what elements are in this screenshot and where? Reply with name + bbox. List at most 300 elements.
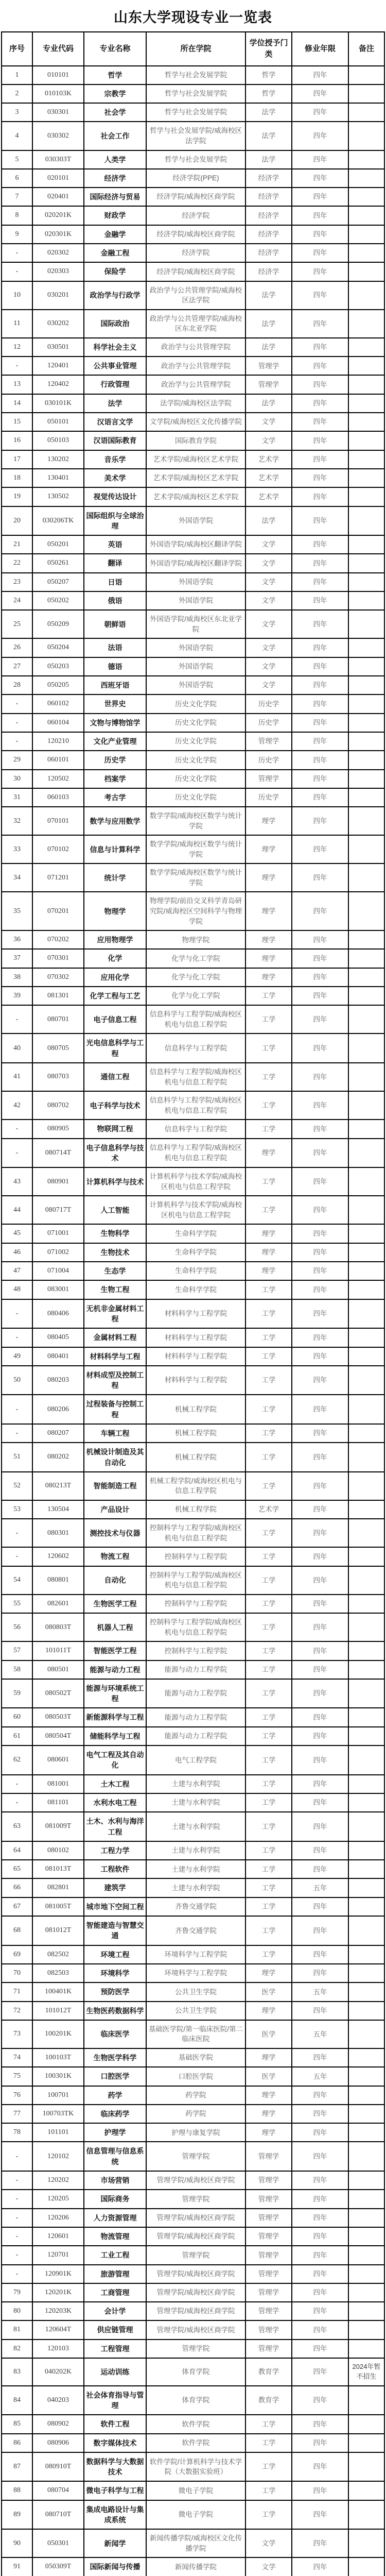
cell-college: 土建与水利学院 [146,1812,245,1841]
cell-major-name: 测控技术与仪器 [84,1519,146,1547]
cell-remark [348,1660,384,1679]
cell-major-name: 信息管理与信息系统 [84,2142,146,2171]
cell-duration: 四年 [292,1641,348,1660]
cell-major-name: 宗教学 [84,84,146,103]
cell-major-code: 030202 [32,310,84,338]
table-row [2,1916,384,1945]
cell-major-code: 082502 [32,1945,84,1964]
cell-college: 计算机科学与技术学院/威海校区机电与信息工程学院 [146,1196,245,1224]
cell-duration: 四年 [292,2557,348,2576]
cell-college: 机械工程学院 [146,1443,245,1472]
cell-duration: 四年 [292,66,348,84]
cell-major-code: 100201K [32,2020,84,2048]
cell-duration: 四年 [292,2415,348,2433]
cell-seq: 68 [2,1916,32,1945]
cell-remark [348,2386,384,2415]
cell-college: 外国语学院 [146,657,245,676]
cell-major-code: 080301 [32,1519,84,1547]
cell-major-code: 082503 [32,1964,84,1982]
cell-major-name: 土木、水利与海洋工程 [84,1812,146,1841]
cell-college: 管理学院 [146,2190,245,2208]
cell-duration: 四年 [292,487,348,506]
cell-major-name: 生物医学科学 [84,2048,146,2067]
cell-seq: - [2,1547,32,1566]
cell-seq: - [2,1793,32,1812]
cell-remark [348,450,384,469]
cell-major-name: 视觉传达设计 [84,487,146,506]
cell-college: 信息科学与工程学院/威海校区机电与信息工程学院 [146,1139,245,1168]
cell-seq: - [2,694,32,713]
cell-seq: 63 [2,1812,32,1841]
cell-major-code: 080502T [32,1679,84,1708]
cell-major-name: 护理学 [84,2123,146,2142]
cell-major-name: 日语 [84,573,146,591]
cell-duration: 四年 [292,610,348,638]
cell-remark [348,1299,384,1329]
cell-remark [348,1500,384,1519]
table-row [2,1196,384,1224]
cell-seq: - [2,2190,32,2208]
cell-duration: 四年 [292,1328,348,1347]
table-row [2,1775,384,1793]
cell-major-name: 软件工程 [84,2415,146,2433]
cell-remark [348,1727,384,1745]
cell-major-code: 050309T [32,2557,84,2576]
cell-major-name: 电子信息工程 [84,1005,146,1033]
cell-major-code: 050203 [32,657,84,676]
cell-major-name: 科学社会主义 [84,338,146,357]
table-row [2,1299,384,1329]
cell-major-code: 030301 [32,103,84,122]
cell-major-code: 080803T [32,1613,84,1641]
cell-remark [348,1679,384,1708]
cell-seq: 70 [2,1964,32,1982]
cell-remark [348,835,384,863]
cell-remark [348,1366,384,1395]
cell-major-name: 汉语国际教育 [84,431,146,450]
table-row [2,1595,384,1613]
table-row [2,2265,384,2283]
cell-major-code: 081005T [32,1897,84,1916]
cell-seq: 44 [2,1196,32,1224]
cell-college: 历史文化学院 [146,714,245,732]
cell-remark [348,714,384,732]
cell-degree-category: 艺术学 [245,450,292,469]
cell-major-name: 美术学 [84,469,146,487]
table-row [2,770,384,788]
cell-major-name: 法语 [84,638,146,657]
cell-college: 历史文化学院 [146,751,245,769]
cell-seq: 83 [2,2358,32,2386]
cell-major-name: 临床药学 [84,2105,146,2123]
cell-major-code: 081012T [32,1916,84,1945]
cell-duration: 四年 [292,1841,348,1860]
cell-degree-category: 医学 [245,2020,292,2048]
cell-remark [348,1775,384,1793]
table-row [2,1964,384,1982]
cell-remark [348,2557,384,2576]
cell-major-code: 080902 [32,2415,84,2433]
cell-degree-category: 理学 [245,968,292,987]
cell-degree-category: 管理学 [245,2265,292,2283]
cell-major-name: 工程软件 [84,1860,146,1878]
cell-remark [348,1328,384,1347]
cell-degree-category: 文学 [245,657,292,676]
cell-major-name: 材料科学与工程 [84,1347,146,1366]
cell-college: 外国语学院 [146,591,245,610]
cell-duration: 四年 [292,1120,348,1138]
cell-major-code: 050202 [32,591,84,610]
cell-degree-category: 工学 [245,1547,292,1566]
cell-major-code: 020302 [32,244,84,262]
cell-degree-category: 工学 [245,1793,292,1812]
cell-major-name: 无机非金属材料工程 [84,1299,146,1329]
cell-remark [348,573,384,591]
cell-degree-category: 理学 [245,2105,292,2123]
cell-major-code: 020201K [32,206,84,225]
table-row [2,1566,384,1595]
cell-college: 化学与化工学院 [146,949,245,968]
cell-major-name: 智能制造工程 [84,1472,146,1500]
cell-major-code: 101101 [32,2123,84,2142]
cell-college: 能源与动力工程学院 [146,1727,245,1745]
cell-major-name: 金融工程 [84,244,146,262]
cell-major-code: 120205 [32,2190,84,2208]
cell-degree-category: 工学 [245,1299,292,1329]
table-row [2,2302,384,2320]
cell-seq: 89 [2,2500,32,2530]
cell-duration: 四年 [292,1679,348,1708]
cell-college: 历史文化学院 [146,770,245,788]
cell-seq: 71 [2,1982,32,2001]
cell-major-name: 电气工程及其自动化 [84,1745,146,1775]
table-row [2,2320,384,2339]
cell-major-code: 120102 [32,2142,84,2171]
table-row [2,188,384,206]
cell-remark [348,1595,384,1613]
cell-major-name: 水利水电工程 [84,1793,146,1812]
cell-remark [348,1224,384,1243]
cell-college: 信息科学与工程学院/威海校区机电与信息工程学院 [146,1063,245,1091]
cell-degree-category: 历史学 [245,714,292,732]
cell-major-code: 080702 [32,1091,84,1120]
cell-major-name: 社会体育指导与管理 [84,2386,146,2415]
table-row [2,413,384,431]
table-row [2,2123,384,2142]
cell-degree-category: 管理学 [245,2142,292,2171]
cell-duration: 四年 [292,244,348,262]
cell-college: 政治学与公共管理学院 [146,375,245,394]
cell-degree-category: 工学 [245,1196,292,1224]
cell-major-code: 130504 [32,1500,84,1519]
cell-remark [348,150,384,169]
cell-major-code: 030206TK [32,506,84,536]
table-row [2,2048,384,2067]
cell-major-name: 电子信息科学与技术 [84,1139,146,1168]
cell-major-code: 120601 [32,2227,84,2246]
majors-table [1,31,385,2576]
cell-major-code: 030302 [32,122,84,150]
cell-major-code: 060101 [32,751,84,769]
table-row [2,1280,384,1299]
cell-seq: - [2,1775,32,1793]
cell-college: 外国语学院/威海校区东北亚学院 [146,610,245,638]
cell-college: 政治学与公共管理学院/威海校区法学院 [146,281,245,310]
cell-college: 艺术学院/威海校区艺术学院 [146,450,245,469]
table-row [2,835,384,863]
cell-duration: 四年 [292,2246,348,2264]
cell-degree-category: 教育学 [245,2358,292,2386]
cell-college: 哲学与社会发展学院 [146,66,245,84]
cell-major-name: 社会工作 [84,122,146,150]
cell-major-code: 010103K [32,84,84,103]
cell-degree-category: 理学 [245,2002,292,2020]
cell-major-name: 旅游管理 [84,2265,146,2283]
cell-duration: 四年 [292,1945,348,1964]
cell-major-name: 机械设计制造及其自动化 [84,1443,146,1472]
cell-major-name: 俄语 [84,591,146,610]
cell-college: 软件学院/计算机科学与技术学院（大数据实验班） [146,2452,245,2482]
cell-major-name: 经济学 [84,169,146,188]
cell-degree-category: 理学 [245,892,292,930]
table-row [2,469,384,487]
cell-major-code: 080905 [32,1120,84,1138]
cell-major-code: 080504T [32,1727,84,1745]
table-row [2,1727,384,1745]
cell-college: 生命科学学院 [146,1243,245,1262]
cell-major-name: 应用化学 [84,968,146,987]
cell-degree-category: 工学 [245,1727,292,1745]
cell-major-name: 机器人工程 [84,1613,146,1641]
cell-major-code: 050204 [32,638,84,657]
cell-remark [348,2190,384,2208]
cell-remark [348,694,384,713]
cell-college: 经济学院/威海校区商学院 [146,188,245,206]
table-row [2,2171,384,2190]
cell-college: 基础医学院 [146,2048,245,2067]
cell-duration: 四年 [292,2340,348,2358]
cell-major-code: 010101 [32,66,84,84]
cell-seq: 43 [2,1167,32,1196]
cell-duration: 四年 [292,1566,348,1595]
cell-major-code: 060102 [32,694,84,713]
cell-major-code: 080704 [32,2481,84,2500]
cell-college: 控制科学与工程学院 [146,1641,245,1660]
cell-major-code: 040202K [32,2358,84,2386]
table-row [2,554,384,572]
cell-seq: 16 [2,431,32,450]
cell-degree-category: 工学 [245,1328,292,1347]
cell-college: 体育学院 [146,2358,245,2386]
cell-degree-category: 理学 [245,949,292,968]
cell-duration: 四年 [292,968,348,987]
cell-college: 生命科学学院 [146,1280,245,1299]
cell-seq: 23 [2,573,32,591]
cell-degree-category: 文学 [245,413,292,431]
table-row [2,357,384,375]
cell-major-name: 生物医学工程 [84,1595,146,1613]
cell-major-code: 080703 [32,1063,84,1091]
cell-major-code: 080910T [32,2452,84,2482]
cell-major-name: 财政学 [84,206,146,225]
cell-major-name: 国际组织与全球治理 [84,506,146,536]
cell-seq: 61 [2,1727,32,1745]
cell-duration: 四年 [292,1395,348,1424]
cell-major-code: 130401 [32,469,84,487]
cell-remark [348,1793,384,1812]
cell-remark [348,1964,384,1982]
cell-major-code: 080206 [32,1395,84,1424]
cell-college: 历史文化学院 [146,732,245,751]
table-row [2,657,384,676]
cell-remark [348,2105,384,2123]
cell-major-code: 070301 [32,949,84,968]
cell-remark [348,375,384,394]
cell-major-code: 120901K [32,2265,84,2283]
cell-degree-category: 工学 [245,1595,292,1613]
table-row [2,431,384,450]
cell-major-code: 050103 [32,431,84,450]
cell-degree-category: 管理学 [245,2209,292,2227]
cell-seq: - [2,1424,32,1443]
cell-duration: 四年 [292,1500,348,1519]
cell-remark [348,1424,384,1443]
cell-college: 经济学院 [146,206,245,225]
cell-major-code: 080705 [32,1033,84,1063]
table-row [2,338,384,357]
table-row [2,1641,384,1660]
cell-major-code: 120402 [32,375,84,394]
cell-duration: 四年 [292,206,348,225]
cell-major-name: 土木工程 [84,1775,146,1793]
cell-major-name: 集成电路设计与集成系统 [84,2500,146,2530]
cell-seq: 78 [2,2123,32,2142]
cell-remark [348,1196,384,1224]
table-row [2,169,384,188]
cell-seq: 79 [2,2283,32,2302]
cell-remark [348,169,384,188]
cell-degree-category: 经济学 [245,206,292,225]
cell-duration: 四年 [292,1897,348,1916]
cell-major-name: 工程力学 [84,1841,146,1860]
cell-college: 艺术学院/威海校区艺术学院 [146,487,245,506]
cell-duration: 四年 [292,413,348,431]
cell-degree-category: 工学 [245,2481,292,2500]
cell-college: 公共卫生学院 [146,2002,245,2020]
cell-college: 国际教育学院 [146,431,245,450]
cell-degree-category: 教育学 [245,2386,292,2415]
cell-remark [348,506,384,536]
cell-major-code: 050301 [32,2529,84,2557]
cell-major-code: 120203K [32,2302,84,2320]
cell-degree-category: 工学 [245,1841,292,1860]
cell-college: 软件学院 [146,2415,245,2433]
cell-degree-category: 工学 [245,1120,292,1138]
cell-remark [348,1120,384,1138]
table-row [2,1812,384,1841]
cell-remark [348,188,384,206]
cell-remark [348,554,384,572]
cell-major-code: 030303T [32,150,84,169]
cell-college: 新闻传播学院/威海校区文化传播学院 [146,2529,245,2557]
cell-college: 管理学院/威海校区商学院 [146,2227,245,2246]
table-row [2,1841,384,1860]
cell-duration: 四年 [292,2481,348,2500]
cell-seq: 24 [2,591,32,610]
cell-remark [348,1878,384,1897]
cell-major-name: 微电子科学与工程 [84,2481,146,2500]
cell-seq: 52 [2,1472,32,1500]
column-header-degree: 学位授予门类 [245,32,292,66]
cell-seq: 1 [2,66,32,84]
cell-seq: 11 [2,310,32,338]
table-row [2,262,384,281]
cell-seq: 38 [2,968,32,987]
cell-degree-category: 工学 [245,1660,292,1679]
cell-college: 管理学院 [146,2142,245,2171]
table-row [2,1897,384,1916]
cell-college: 数学学院/威海校区数学与统计学院 [146,835,245,863]
cell-seq: - [2,2142,32,2171]
table-row [2,1443,384,1472]
cell-major-name: 世界史 [84,694,146,713]
cell-major-name: 新闻学 [84,2529,146,2557]
cell-seq: 5 [2,150,32,169]
cell-major-code: 100701 [32,2086,84,2105]
cell-major-code: 080405 [32,1328,84,1347]
cell-major-name: 物流管理 [84,2227,146,2246]
cell-remark [348,1033,384,1063]
cell-college: 齐鲁交通学院 [146,1916,245,1945]
table-row [2,394,384,413]
cell-major-name: 统计学 [84,863,146,892]
cell-degree-category: 艺术学 [245,469,292,487]
cell-college: 文学院/威海校区文化传播学院 [146,413,245,431]
cell-seq: 62 [2,1745,32,1775]
cell-degree-category: 工学 [245,1945,292,1964]
cell-duration: 四年 [292,930,348,949]
cell-major-name: 化学工程与工艺 [84,987,146,1005]
cell-major-name: 口腔医学 [84,2067,146,2086]
cell-major-code: 080202 [32,1443,84,1472]
table-row [2,732,384,751]
table-row [2,573,384,591]
cell-degree-category: 理学 [245,807,292,835]
cell-duration: 四年 [292,2302,348,2320]
cell-college: 外国语学院 [146,506,245,536]
cell-seq: 29 [2,751,32,769]
cell-remark [348,1262,384,1280]
cell-seq: 82 [2,2340,32,2358]
cell-college: 体育学院 [146,2386,245,2415]
cell-remark [348,103,384,122]
cell-major-code: 050209 [32,610,84,638]
cell-seq: 90 [2,2529,32,2557]
cell-college: 数学学院/威海校区数学与统计学院 [146,807,245,835]
cell-college: 管理学院 [146,2246,245,2264]
cell-duration: 四年 [292,2142,348,2171]
cell-seq: - [2,2209,32,2227]
cell-seq: 22 [2,554,32,572]
cell-degree-category: 文学 [245,638,292,657]
cell-college: 物理学院/前沿交叉科学青岛研究院/威海校区空间科学与物理学院 [146,892,245,930]
cell-duration: 四年 [292,1964,348,1982]
cell-remark [348,2283,384,2302]
cell-major-code: 080102 [32,1841,84,1860]
cell-seq: - [2,1395,32,1424]
cell-major-code: 081101 [32,1793,84,1812]
cell-seq: 73 [2,2020,32,2048]
